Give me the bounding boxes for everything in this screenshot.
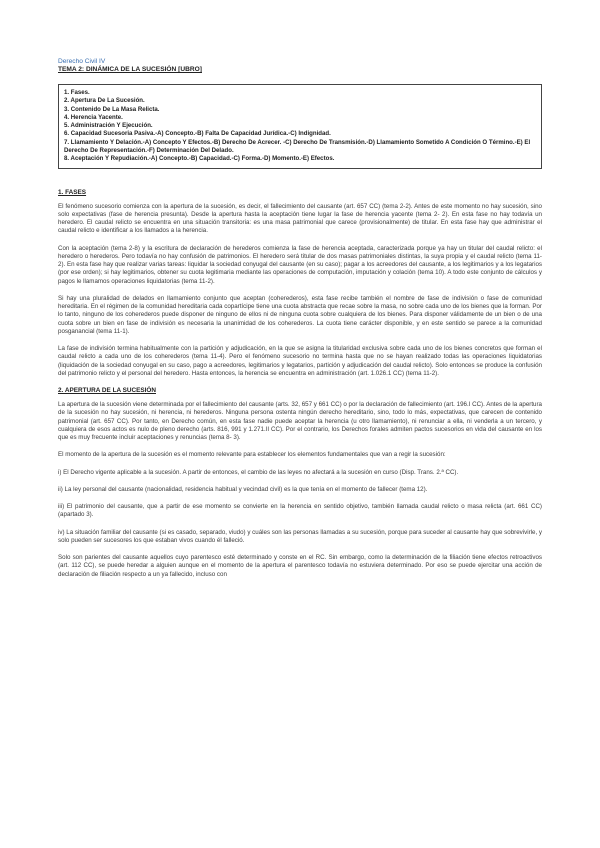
index-item: 7. Llamamiento Y Delación.-A) Concepto Y Efectos.-B) Derecho De Acrecer. -C) Derecho De Transmisión.-D) Llamamiento Sometido A Condición O Término.-E) El Derecho De Representación.-F) Determinación Del Delado. bbox=[64, 138, 531, 155]
index-item: 8. Aceptación Y Repudiación.-A) Concepto.-B) Capacidad.-C) Forma.-D) Momento.-E) Efectos. bbox=[64, 155, 335, 163]
paragraph: iv) La situación familiar del causante (si es casado, separado, viudo) y cuáles son las personas llamadas a su sucesión, porque para suceder al causante hay que sobrevivirle, y solo pueden ser sucesores los que estaban vivos cuando él falleció. bbox=[58, 528, 542, 544]
index-item: 4. Herencia Yacente. bbox=[64, 113, 123, 121]
paragraph: Con la aceptación (tema 2-8) y la escritura de declaración de herederos comienza la fase de herencia aceptada, caracterizada porque ya hay un titular del caudal relicto: el heredero o herederos. Pero todavía no hay confusión de patrimonios. El heredero será titular de dos masas patrimoniales distintas, la suya propia y el caudal relicto (tema 11- 2). En esta fase hay que realizar varias tareas: liquidar la sociedad conyugal del causante (en su caso); pagar a los acreedores del causante, a los legitimarios y a los legatarios (por ese orden); si hay legitimarios, obtener su cuota legitimaria mediante las operaciones de computación, imputación y colación (tema 10). A todo este conjunto de cálculos y pagos le llamamos operaciones liquidatorias (tema 11-2). bbox=[58, 244, 542, 285]
index-item: 1. Fases. bbox=[64, 89, 90, 96]
paragraph: Si hay una pluralidad de delados en llamamiento conjunto que aceptan (coherederos), esta fase recibe también el nombre de fase de indivisión o fase de comunidad hereditaria. En el régimen de la comunidad hereditaria cada copartícipe tiene una cuota abstracta que recae sobre la masa, no sobre cada uno de los bienes que la forman. Por lo tanto, ninguno de los coherederos puede disponer de ninguno de ellos ni de ninguna cuota sobre cualquiera de los bienes. Para disponer válidamente de un bien o de una cuota sobre un bien en fase de indivisión es necesaria la unanimidad de los coherederos. La cuota tiene carácter disponible, y en este sentido se parece a la comunidad posganancial (tema 11-1). bbox=[58, 294, 542, 335]
course-name: Derecho Civil IV bbox=[58, 58, 106, 65]
index-item: 5. Administración Y Ejecución. bbox=[64, 122, 153, 130]
paragraph: i) El Derecho vigente aplicable a la sucesión. A partir de entonces, el cambio de las leyes no afectará a la sucesión en curso (Disp. Trans. 2.ª CC). bbox=[58, 468, 459, 476]
index-item: 6. Capacidad Sucesoria Pasiva.-A) Concepto.-B) Falta De Capacidad Jurídica.-C) Indignidad. bbox=[64, 130, 331, 138]
paragraph: ii) La ley personal del causante (nacionalidad, residencia habitual y vecindad civil) es la que tenía en el momento de fallecer (tema 12). bbox=[58, 485, 428, 493]
index-item: 2. Apertura De La Sucesión. bbox=[64, 97, 145, 105]
paragraph: iii) El patrimonio del causante, que a partir de ese momento se convierte en la herencia en sentido objetivo, también llamada caudal relicto o masa relicta (art. 661 CC) (apartado 3). bbox=[58, 503, 542, 519]
topic-title: TEMA 2: DINÁMICA DE LA SUCESIÓN [UBRO] bbox=[58, 66, 202, 73]
paragraph: La apertura de la sucesión viene determinada por el fallecimiento del causante (arts. 32, 657 y 661 CC) o por la declaración de fallecimiento (art. 196.I CC). Antes de la apertura de la sucesión no hay sucesión, ni herencia, ni herederos. Ninguna persona ostenta ningún derecho hereditario, sino, todo lo más, expectativas, que carecen de contenido patrimonial (art. 657 CC). Por tanto, en Derecho común, en esta fase nadie puede aceptar la herencia (u otro llamamiento), ni renunciar a ella, ni venderla a un tercero, y cualquiera de esos actos es nulo de pleno derecho (arts. 816, 991 y 1.271.II CC). Por el contrario, los Derechos forales admiten pactos sucesorios en vida del causante en los que es muy frecuente incluir aceptaciones y renuncias (tema 8- 3). bbox=[58, 401, 542, 442]
index-item: 3. Contenido De La Masa Relicta. bbox=[64, 105, 160, 113]
paragraph: Solo son parientes del causante aquellos cuyo parentesco esté determinado y conste en el RC. Sin embargo, como la determinación de la filiación tiene efectos retroactivos (art. 112 CC), se puede heredar a alguien aunque en el momento de la apertura el parentesco todavía no estuviera determinado. Por eso se puede ejercitar una acción de declaración de filiación respecto a un ya fallecido, incluso con bbox=[58, 554, 542, 578]
section-heading: 1. FASES bbox=[58, 188, 87, 196]
topic-index-box bbox=[58, 84, 542, 169]
paragraph: El momento de la apertura de la sucesión es el momento relevante para establecer los elementos fundamentales que van a regir la sucesión: bbox=[58, 451, 446, 459]
section-heading: 2. APERTURA DE LA SUCESIÓN bbox=[58, 387, 156, 395]
paragraph: El fenómeno sucesorio comienza con la apertura de la sucesión, es decir, el fallecimiento del causante (art. 657 CC) (tema 2-2). Antes de este momento no hay sucesión, sino solo expectativas (fase de herencia presunta). Desde la apertura hasta la aceptación tiene lugar la fase de herencia yacente (tema 2- 2). En esta fase no hay todavía un heredero. El caudal relicto se encuentra en una situación transitoria: es una masa patrimonial que carece (provisionalmente) de titular. En esta fase hay que administrar el caudal relicto e identificar a los llamados a la herencia. bbox=[58, 202, 542, 235]
paragraph: La fase de indivisión termina habitualmente con la partición y adjudicación, en la que se asigna la titularidad exclusiva sobre cada uno de los bienes concretos que forman el caudal relicto a cada uno de los coherederos (tema 11-4). Pero el fenómeno sucesorio no termina hasta que no se hayan realizado todas las operaciones liquidatorias (liquidación de la sociedad conyugal en su caso, pago a acreedores, legitimarios y legatarios, partición y adjudicación del caudal relicto). Solo entonces se produce la confusión del patrimonio relicto y el personal del heredero. Hasta entonces, la herencia se encuentra en administración (art. 1.026.1 CC) (tema 11-2). bbox=[58, 345, 542, 377]
